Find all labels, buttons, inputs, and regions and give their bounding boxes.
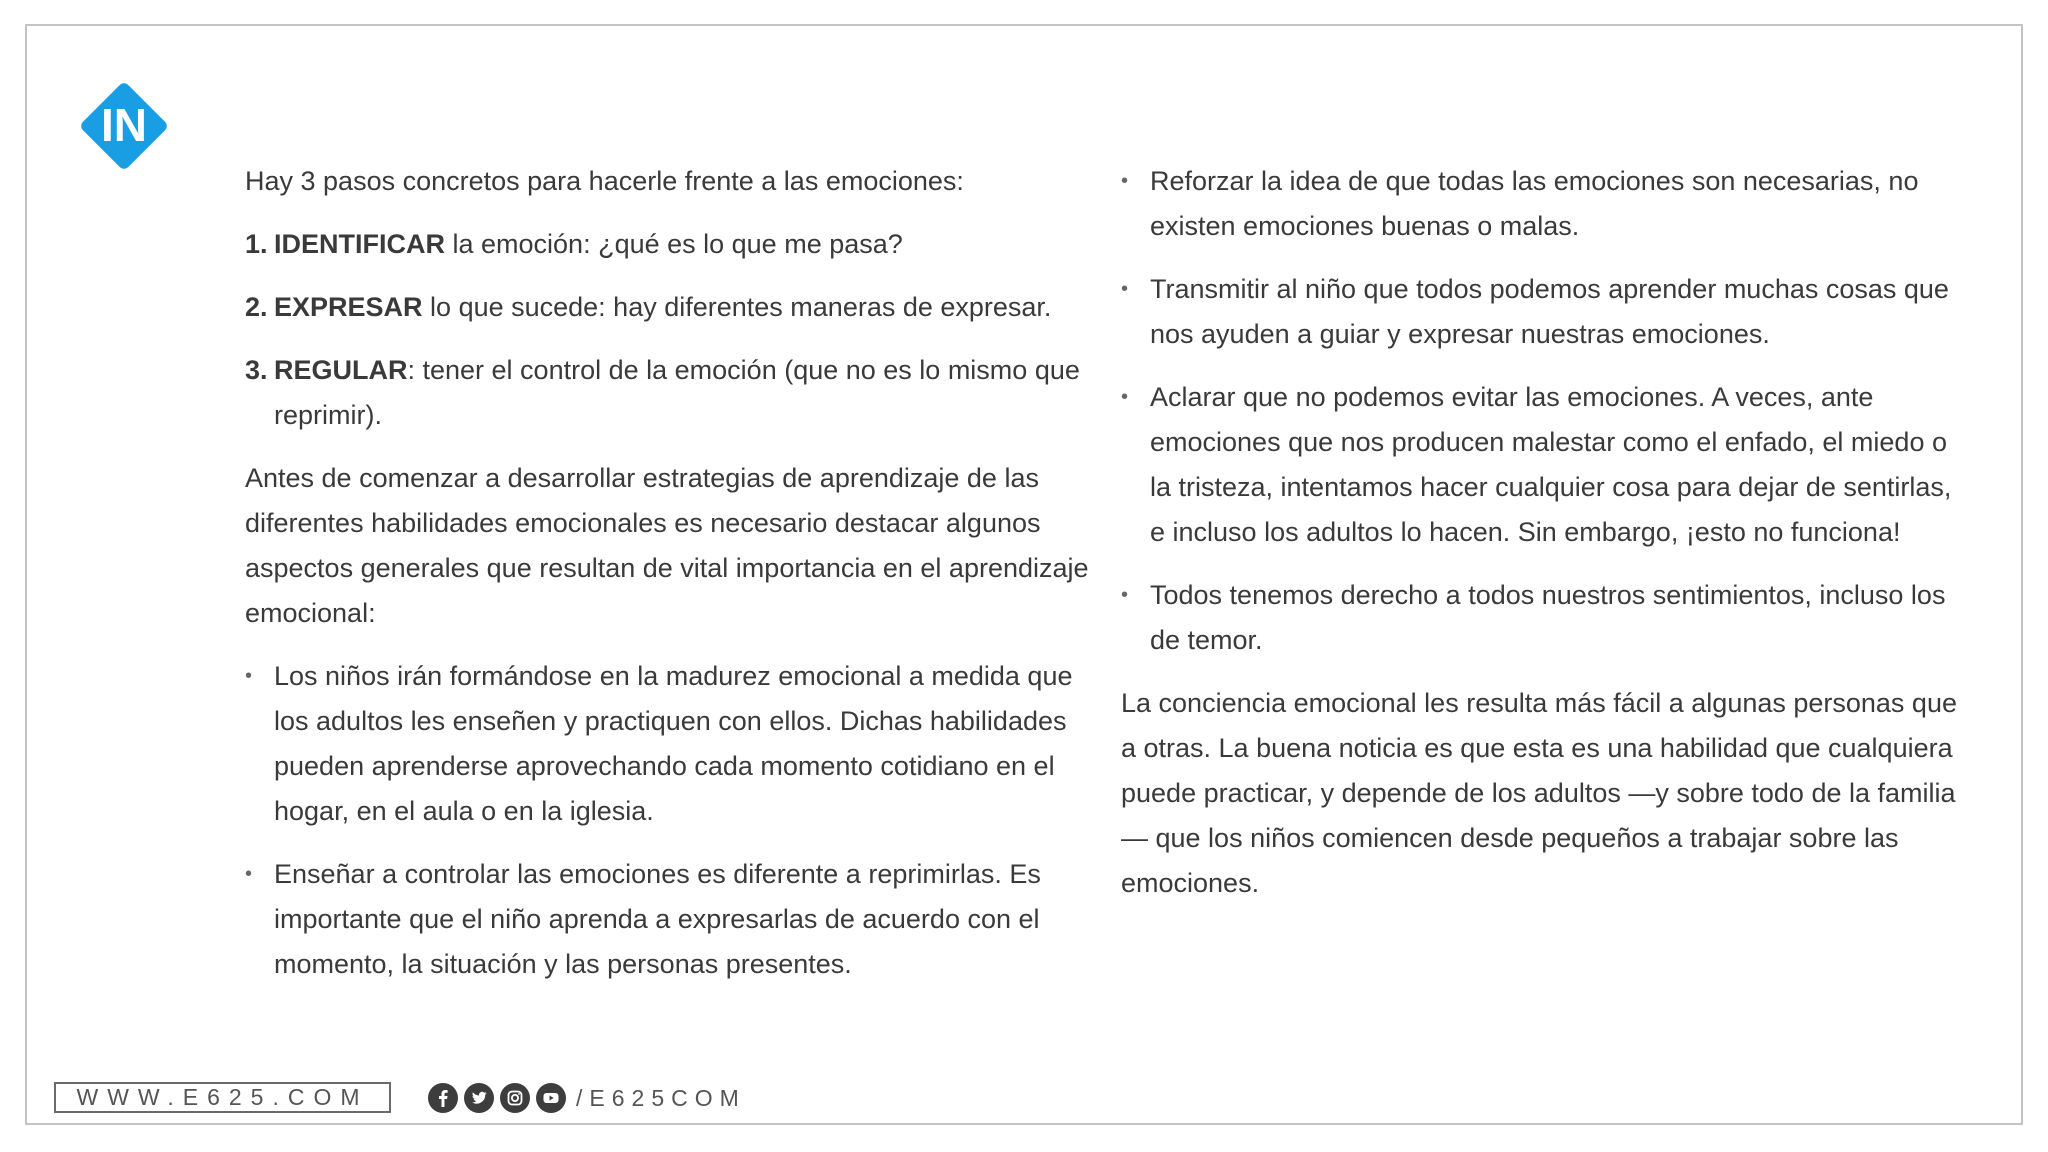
bullet-item xyxy=(1121,159,1959,249)
bullet-text: Reforzar la idea de que todas las emociones son necesarias, no existen emociones buenas o malas. xyxy=(1150,166,1919,241)
step-text: : tener el control de la emoción (que no es lo mismo que reprimir). xyxy=(274,355,1080,430)
logo xyxy=(76,78,172,174)
step-number: 2. xyxy=(245,292,268,322)
closing-paragraph: La conciencia emocional les resulta más fácil a algunas personas que a otras. La buena noticia es que esta es una habilidad que cualquiera puede practicar, y depende de los adultos —y sobre todo de la familia— que los niños comiencen desde pequeños a trabajar sobre las emociones. xyxy=(1121,688,1957,898)
bullet-text: Aclarar que no podemos evitar las emociones. A veces, ante emociones que nos producen malestar como el enfado, el miedo o la tristeza, intentamos hacer cualquier cosa para dejar de sentirlas, e incluso los adultos lo hacen. Sin embargo, ¡esto no funciona! xyxy=(1150,382,1952,547)
bullet-text: Todos tenemos derecho a todos nuestros sentimientos, incluso los de temor. xyxy=(1150,580,1946,655)
left-column xyxy=(245,159,1095,1005)
step-number: 1. xyxy=(245,229,268,259)
step-item xyxy=(245,348,1095,438)
intro-text: Hay 3 pasos concretos para hacerle frente a las emociones: xyxy=(245,166,964,196)
bullet-text: Los niños irán formándose en la madurez emocional a medida que los adultos les enseñen y practiquen con ellos. Dichas habilidades pueden aprenderse aprovechando cada momento cotidiano en el hogar, en el aula o en la iglesia. xyxy=(274,661,1073,826)
right-column xyxy=(1121,159,1959,924)
website-link[interactable]: WWW.E625.COM xyxy=(54,1082,391,1113)
logo-text: IN xyxy=(101,99,147,151)
bullet-dot: • xyxy=(1121,386,1129,408)
bullet-dot: • xyxy=(1121,584,1129,606)
body-paragraph: Antes de comenzar a desarrollar estrategias de aprendizaje de las diferentes habilidades emocionales es necesario destacar algunos aspectos generales que resultan de vital importancia en el aprendizaje emocional: xyxy=(245,463,1089,628)
step-keyword: EXPRESAR xyxy=(274,292,423,322)
instagram-icon[interactable] xyxy=(500,1083,530,1113)
bullet-text: Enseñar a controlar las emociones es diferente a reprimirlas. Es importante que el niño aprenda a expresarlas de acuerdo con el momento, la situación y las personas presentes. xyxy=(274,859,1041,979)
step-text: la emoción: ¿qué es lo que me pasa? xyxy=(445,229,903,259)
bullet-dot: • xyxy=(245,665,253,687)
step-keyword: REGULAR xyxy=(274,355,408,385)
facebook-icon[interactable] xyxy=(428,1083,458,1113)
bullet-dot: • xyxy=(1121,278,1129,300)
twitter-icon[interactable] xyxy=(464,1083,494,1113)
bullet-dot: • xyxy=(245,863,253,885)
bullet-item xyxy=(1121,375,1959,555)
bullet-item xyxy=(1121,573,1959,663)
step-number: 3. xyxy=(245,355,268,385)
social-links xyxy=(428,1082,746,1114)
social-handle: /E625COM xyxy=(576,1084,746,1111)
bullet-item xyxy=(1121,267,1959,357)
bullet-dot: • xyxy=(1121,170,1129,192)
step-item xyxy=(245,285,1095,330)
bullet-item xyxy=(245,852,1095,987)
step-text: lo que sucede: hay diferentes maneras de expresar. xyxy=(422,292,1052,322)
youtube-icon[interactable] xyxy=(536,1083,566,1113)
step-item xyxy=(245,222,1095,267)
bullet-text: Transmitir al niño que todos podemos aprender muchas cosas que nos ayuden a guiar y expresar nuestras emociones. xyxy=(1150,274,1949,349)
bullet-item xyxy=(245,654,1095,834)
step-keyword: IDENTIFICAR xyxy=(274,229,445,259)
